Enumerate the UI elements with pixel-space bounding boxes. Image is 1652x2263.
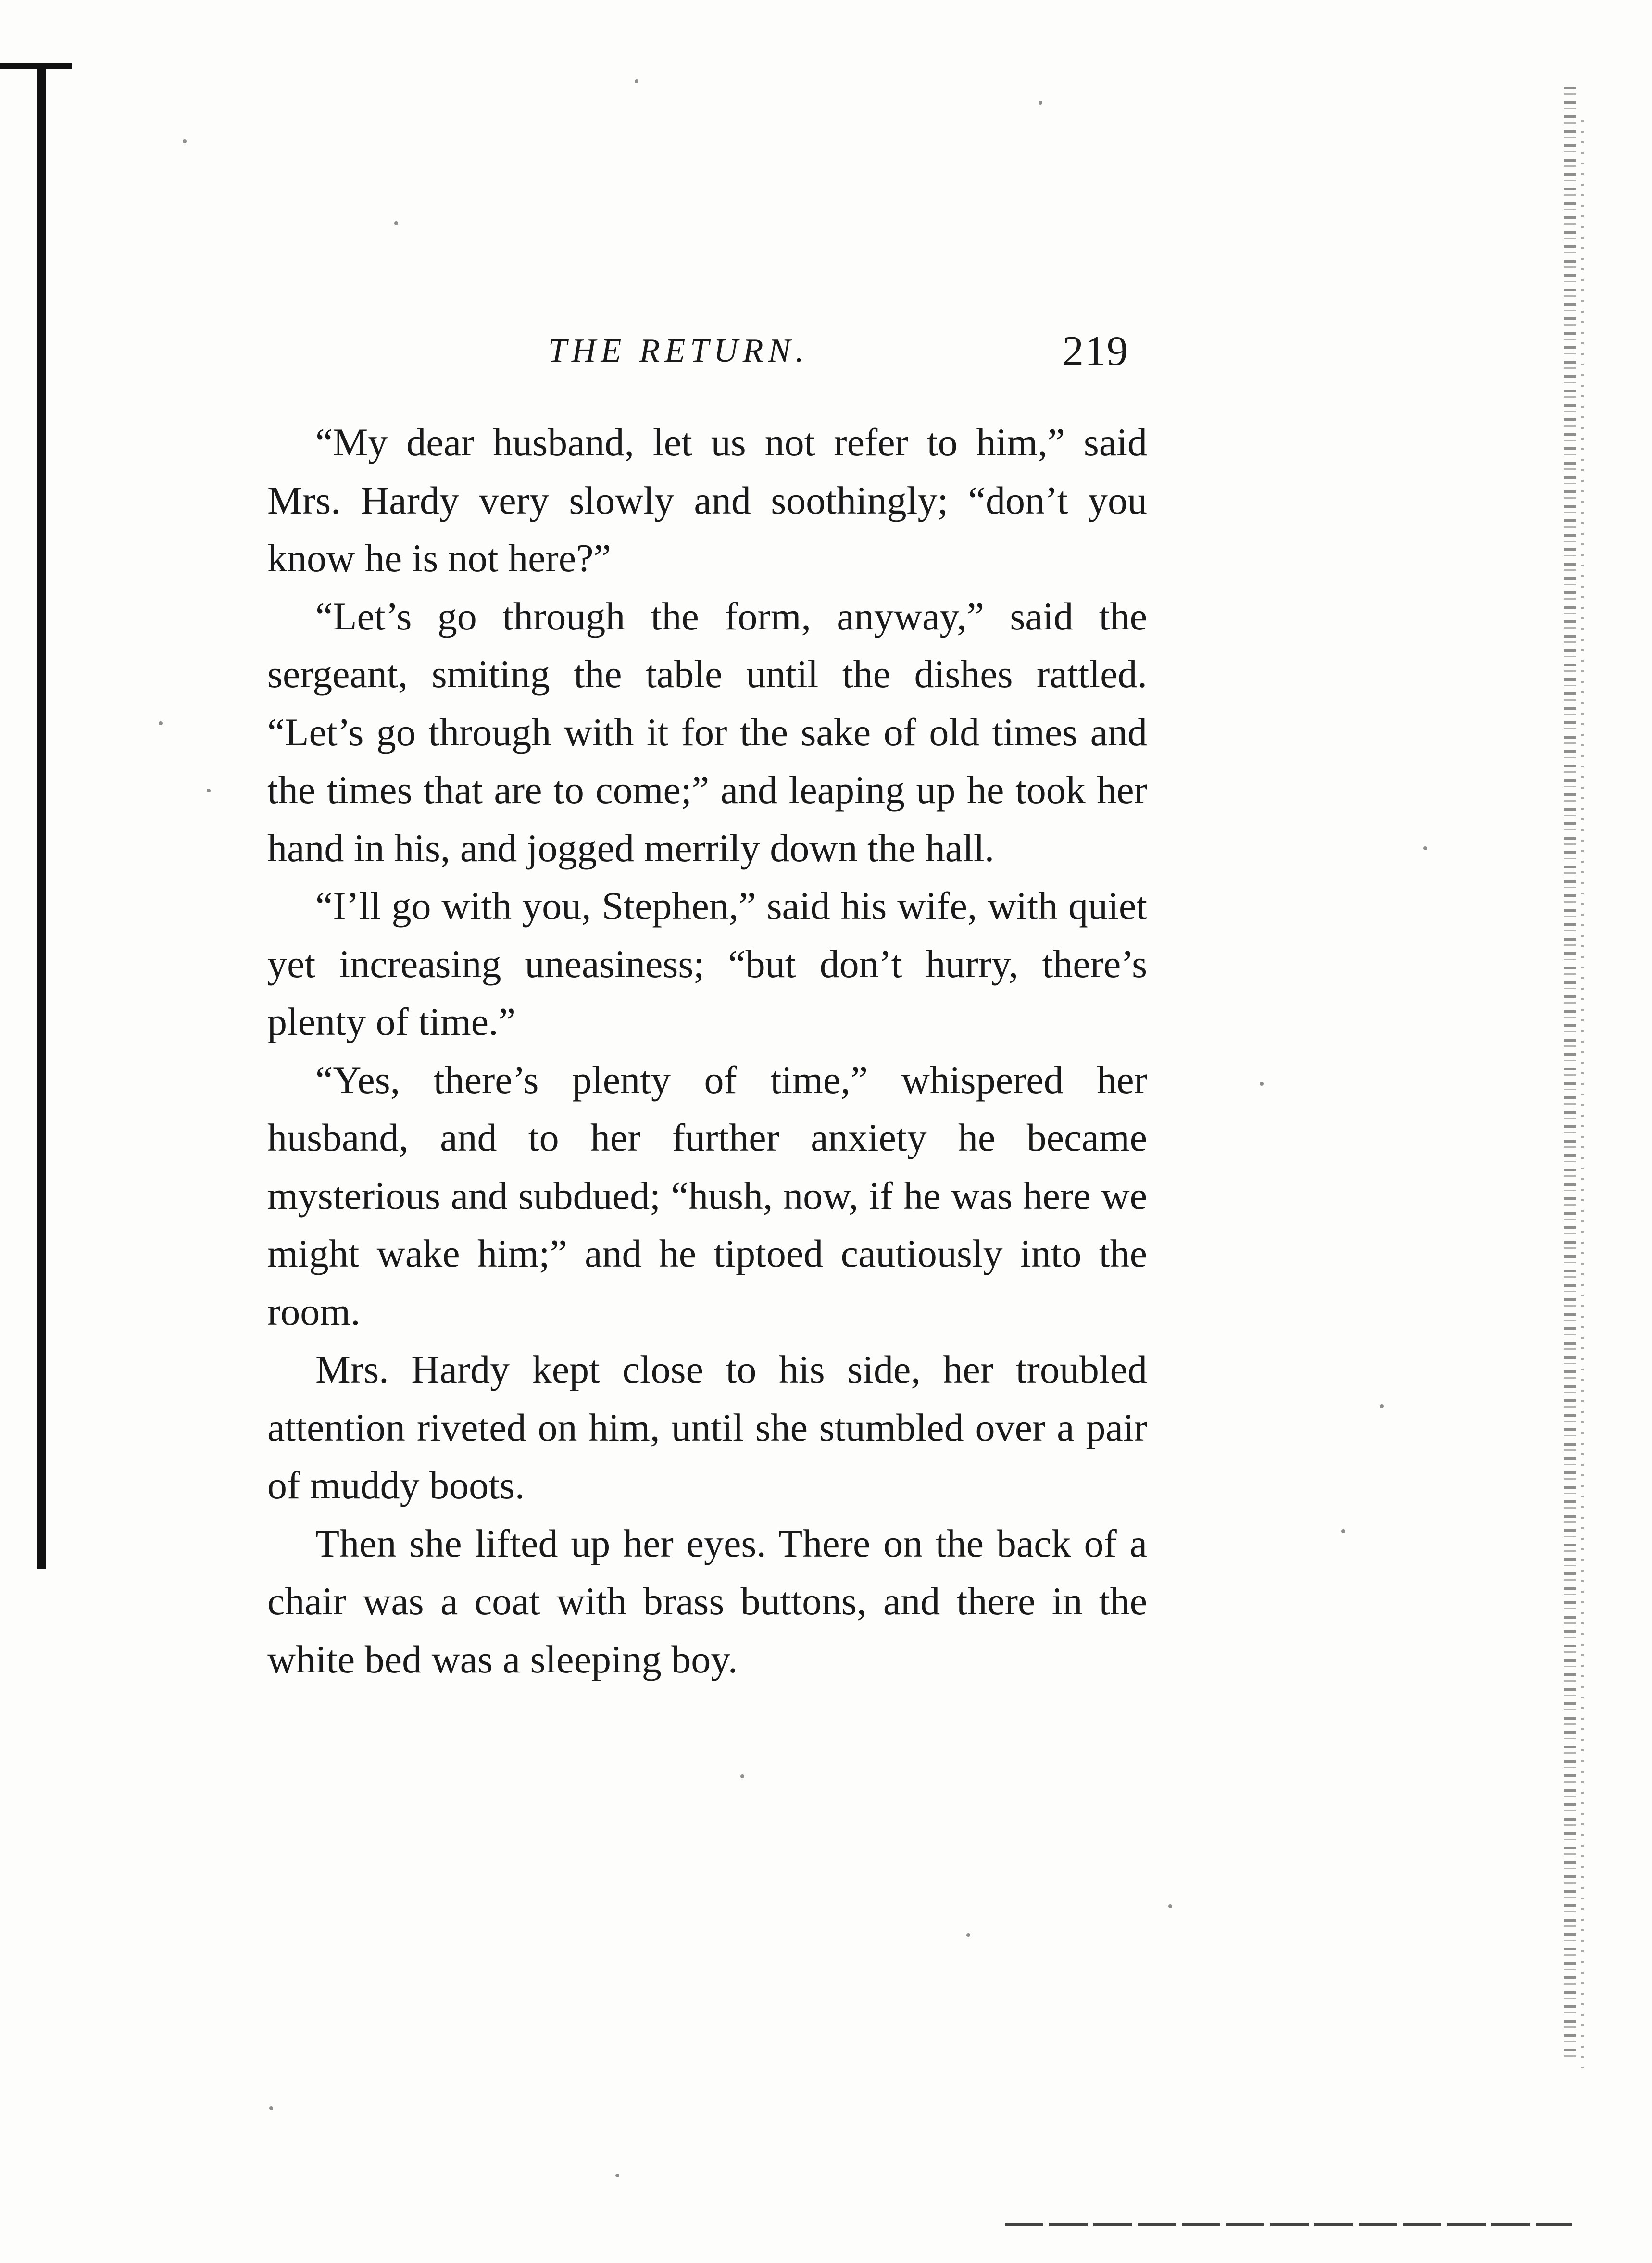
binding-edge-inner (1581, 120, 1584, 2068)
scan-speck (966, 1933, 970, 1937)
scan-speck (635, 79, 638, 83)
scan-speck (740, 1774, 744, 1778)
paragraph: “I’ll go with you, Stephen,” said his wife, with quiet yet increasing uneasiness; “but don’t hurry, there’s plenty of time.” (267, 884, 1147, 1043)
scan-speck (615, 2174, 619, 2177)
scan-speck (1039, 101, 1042, 105)
binding-edge (1564, 87, 1576, 2058)
left-margin-rule (37, 63, 46, 1569)
paragraph: Then she lifted up her eyes. There on the back of a chair was a coat with brass buttons, and there in the white bed was a sleeping boy. (267, 1521, 1147, 1681)
scan-speck (159, 721, 163, 725)
scan-speck (394, 221, 398, 225)
running-title: THE RETURN. (548, 332, 809, 369)
scan-speck (1260, 1082, 1264, 1086)
scan-speck (207, 789, 211, 792)
paragraph: “Let’s go through the form, anyway,” said the sergeant, smiting the table until the dishes rattled. “Let’s go through with it for the sake of old times and the times that are to come;” and leaping up he took her hand in his, and jogged merrily down the hall. (267, 594, 1147, 870)
scan-speck (1423, 846, 1427, 850)
bottom-edge-rule (1005, 2223, 1572, 2226)
scan-speck (269, 2106, 273, 2110)
page-number: 219 (1063, 328, 1129, 375)
paragraph: “Yes, there’s plenty of time,” whispered her husband, and to her further anxiety he became mysterious and subdued; “hush, now, if he was here we might wake him;” and he tiptoed cautiously into the room. (267, 1057, 1147, 1333)
scan-speck (1341, 1529, 1345, 1533)
scan-speck (1380, 1404, 1384, 1408)
scan-speck (1168, 1904, 1172, 1908)
margin-rule-cap (0, 63, 72, 69)
body-text (267, 414, 1147, 1688)
paragraph: Mrs. Hardy kept close to his side, her troubled attention riveted on him, until she stumbled over a pair of muddy boots. (267, 1347, 1147, 1507)
scan-speck (183, 139, 187, 143)
paragraph: “My dear husband, let us not refer to him,” said Mrs. Hardy very slowly and soothingly; “don’t you know he is not here?” (267, 420, 1147, 580)
